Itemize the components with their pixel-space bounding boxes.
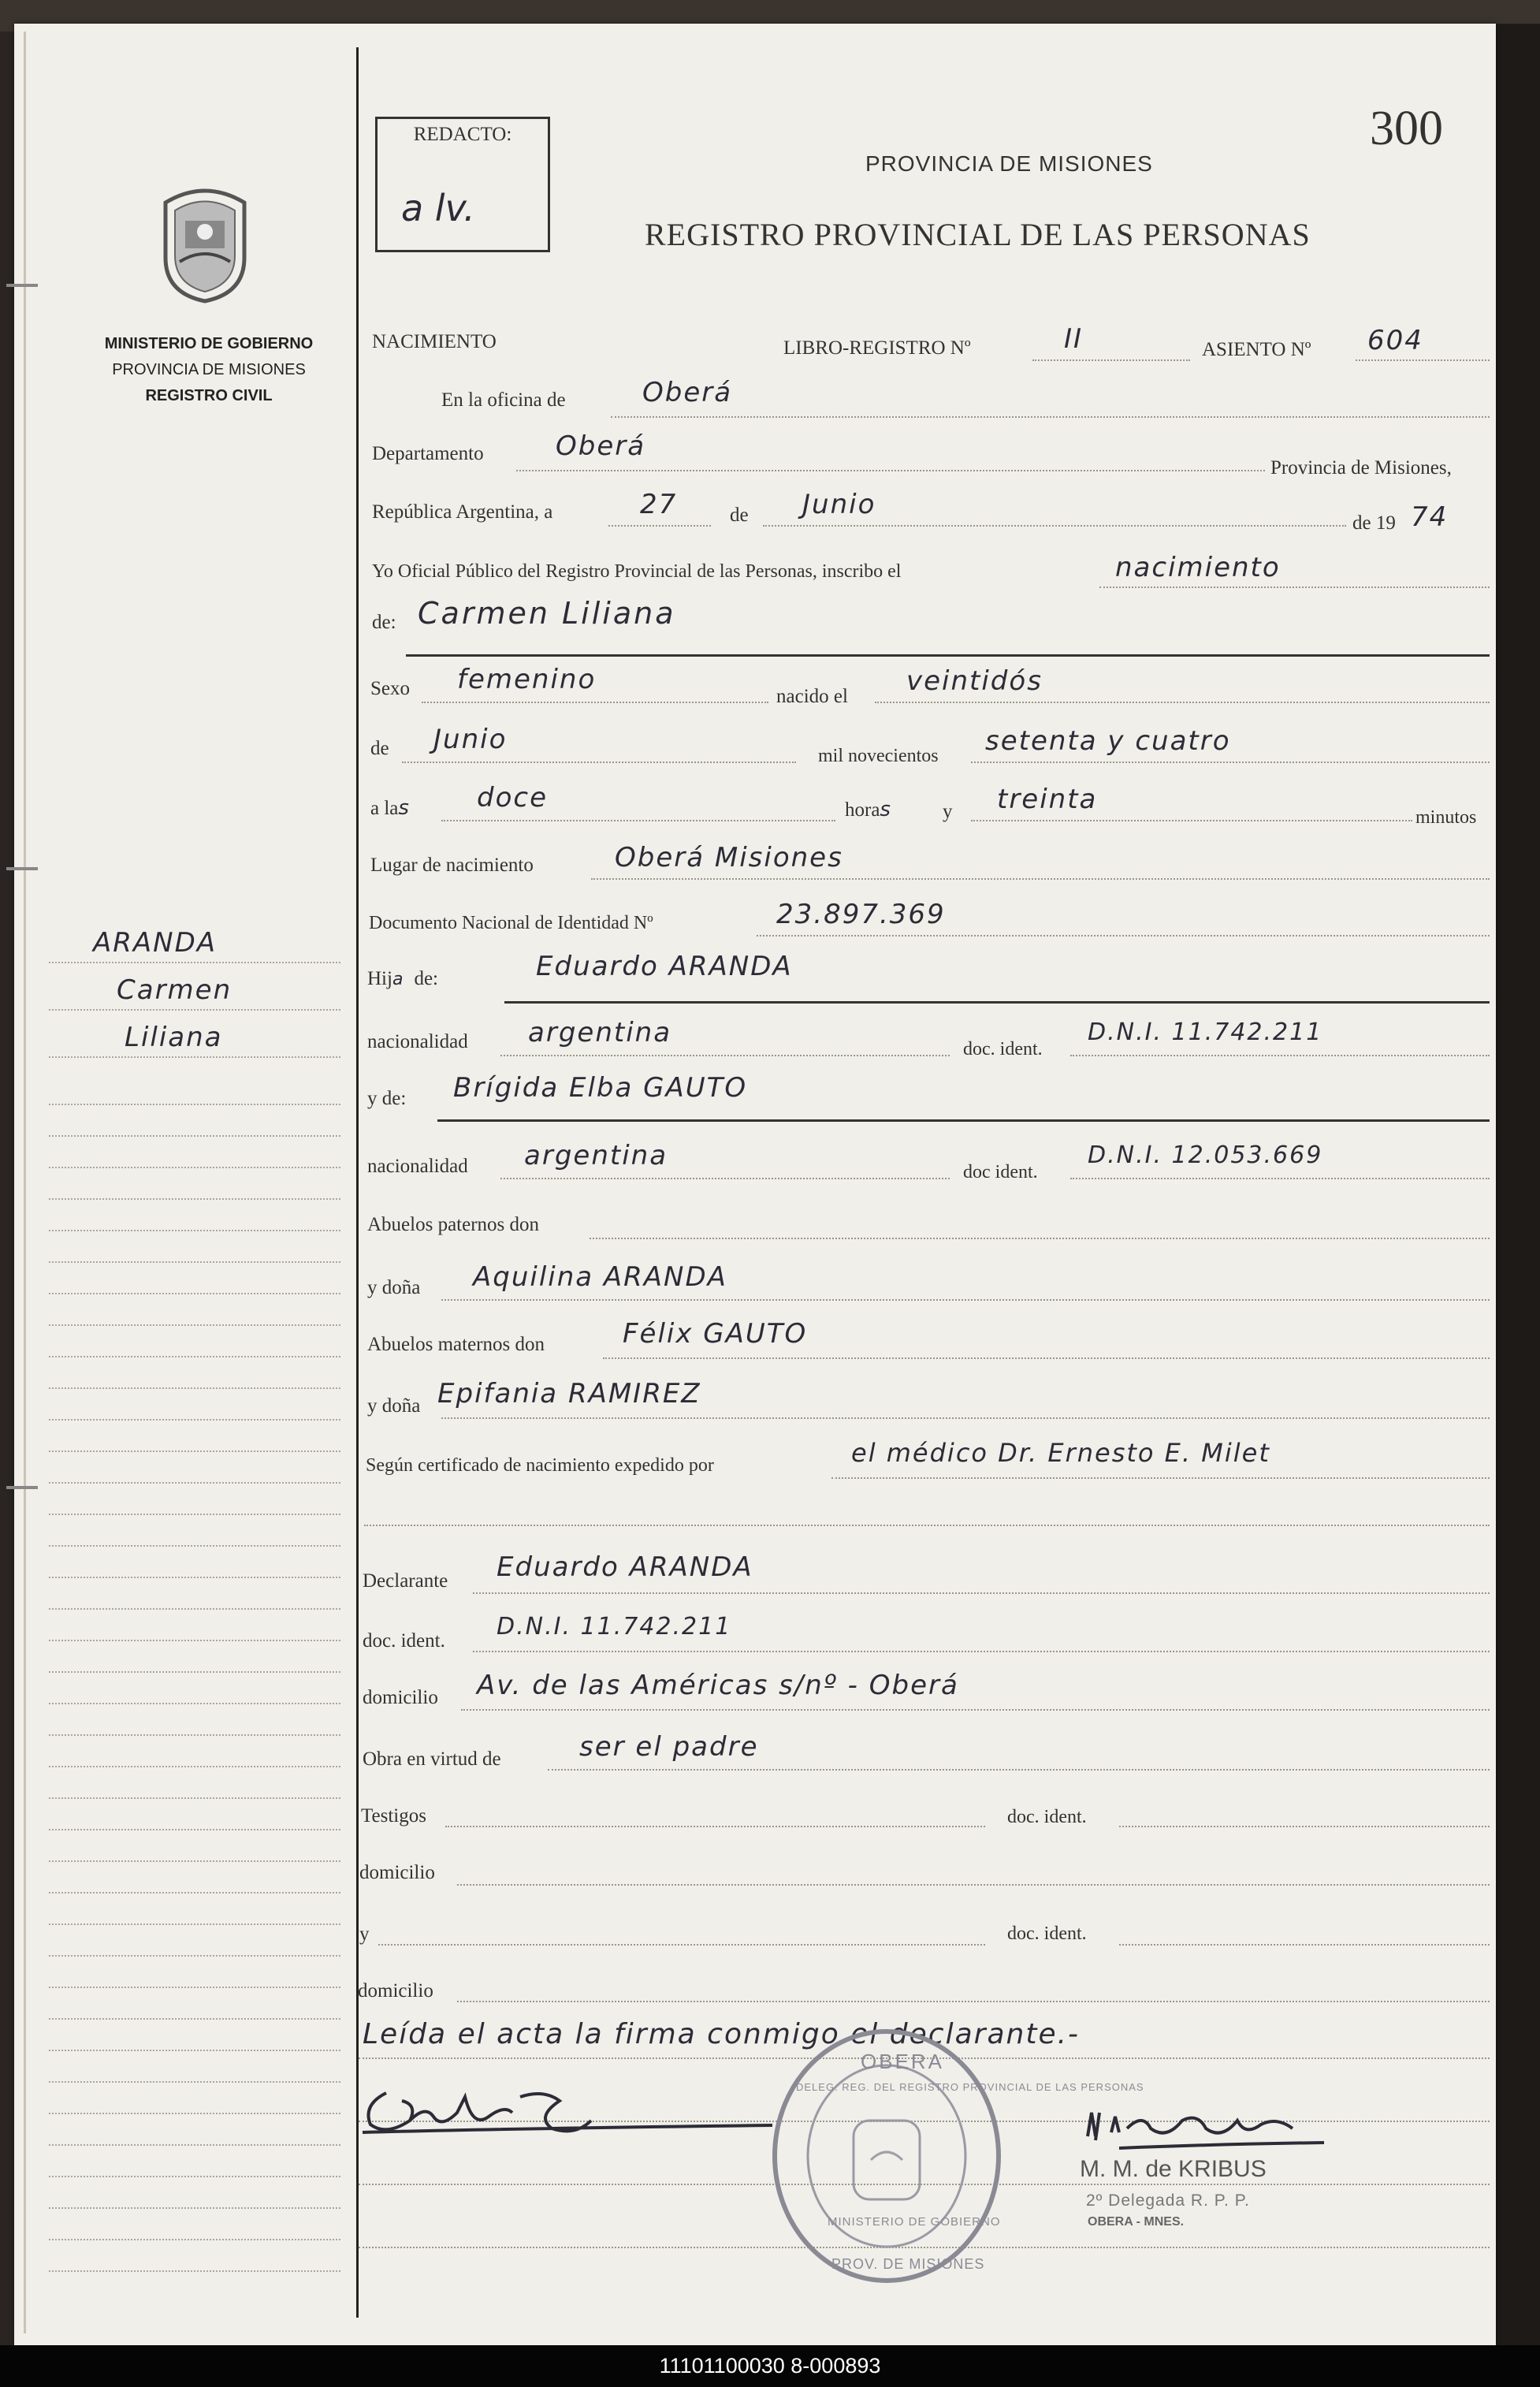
margin-rule	[49, 2144, 340, 2146]
seal-top-text: OBERA	[861, 2050, 945, 2073]
redacto-box	[375, 117, 550, 252]
dotted-rule	[441, 1417, 1490, 1419]
nacionalidad-1-label: nacionalidad	[367, 1031, 468, 1052]
margin-rule	[49, 1450, 340, 1452]
de3-label: de	[370, 738, 389, 759]
dotted-rule	[378, 1944, 985, 1946]
margin-rule	[49, 2207, 340, 2209]
seal-ring-text: DELEG. REG. DEL REGISTRO PROVINCIAL DE LAS PERSONAS	[796, 2081, 1144, 2093]
dotted-rule	[757, 935, 1490, 937]
asiento-value: 604	[1367, 325, 1423, 356]
de2-label: de:	[372, 612, 396, 633]
redacto-label: REDACTO:	[413, 124, 512, 145]
abuelos-maternos-label: Abuelos maternos don	[367, 1334, 545, 1355]
dni-value: 23.897.369	[776, 899, 946, 930]
lugar-label: Lugar de nacimiento	[370, 855, 534, 876]
margin-rule	[49, 2270, 340, 2272]
doc-declarante-label: doc. ident.	[363, 1630, 445, 1652]
ministry-line: MINISTERIO DE GOBIERNO	[104, 335, 314, 352]
margin-rule	[49, 1356, 340, 1357]
binding-stitch	[6, 1486, 38, 1489]
minutos-label: minutos	[1415, 807, 1477, 828]
column-divider	[356, 47, 359, 2318]
archive-code-bar	[0, 2345, 1540, 2387]
obra-label: Obra en virtud de	[363, 1748, 501, 1770]
ydona-2-label: y doña	[367, 1395, 421, 1417]
sexo-label: Sexo	[370, 678, 410, 699]
margin-rule	[49, 1009, 340, 1011]
margin-rule	[49, 1167, 340, 1168]
libro-label: LIBRO-REGISTRO Nº	[783, 337, 971, 359]
margin-rule	[49, 1419, 340, 1421]
dotted-rule	[1070, 1055, 1490, 1056]
abuelo-materno-value: Félix GAUTO	[623, 1318, 808, 1350]
mil-label: mil novecientos	[818, 746, 939, 766]
departamento-label: Departamento	[372, 443, 484, 464]
margin-rule	[49, 1545, 340, 1547]
margin-rule	[49, 1198, 340, 1200]
y-label: y	[943, 801, 953, 822]
margin-rule	[49, 1514, 340, 1515]
dotted-rule	[516, 470, 1265, 471]
horas-suffix: s	[880, 798, 892, 821]
margin-note-middlename: Liliana	[125, 1022, 223, 1053]
dotted-rule	[457, 1884, 1490, 1886]
lugar-value: Oberá Misiones	[615, 842, 843, 873]
dotted-rule	[875, 702, 1490, 703]
dotted-rule	[473, 1592, 1490, 1594]
official-signature	[1072, 2097, 1332, 2160]
margin-rule	[49, 2176, 340, 2177]
hij-label: Hij	[367, 968, 392, 989]
dotted-rule	[461, 1709, 1490, 1711]
hij-de-label: de:	[414, 968, 438, 989]
madre-value: Brígida Elba GAUTO	[453, 1072, 748, 1104]
nacionalidad-2-value: argentina	[524, 1140, 668, 1171]
margin-rule	[49, 1797, 340, 1799]
madre-rule	[437, 1119, 1490, 1122]
margin-rule	[49, 1987, 340, 1988]
certificado-label: Según certificado de nacimiento expedido por	[366, 1455, 714, 1476]
registry-heading: REGISTRO PROVINCIAL DE LAS PERSONAS	[645, 217, 1311, 252]
seal-bottom-text: PROV. DE MISIONES	[831, 2256, 985, 2272]
ministry-line: PROVINCIA DE MISIONES	[112, 361, 306, 378]
abuela-materna-value: Epifania RAMIREZ	[437, 1378, 701, 1409]
seal-inner-text: MINISTERIO DE GOBIERNO	[828, 2215, 1001, 2229]
dotted-rule	[1070, 1178, 1490, 1179]
margin-rule	[49, 1577, 340, 1578]
dotted-rule	[763, 525, 1346, 527]
dotted-rule	[831, 1477, 1490, 1479]
dotted-rule	[441, 1299, 1490, 1301]
dotted-rule	[608, 525, 711, 527]
dotted-rule	[611, 416, 1490, 418]
margin-rule	[49, 1104, 340, 1105]
dotted-rule	[1099, 587, 1490, 588]
name-value: Carmen Liliana	[418, 596, 676, 631]
archive-code: 11101100030 8-000893	[659, 2354, 881, 2378]
testigos-y-label: y	[359, 1923, 370, 1945]
redacto-initials: a lv.	[401, 187, 475, 229]
dotted-rule	[591, 878, 1490, 880]
nacionalidad-2-label: nacionalidad	[367, 1156, 468, 1177]
padre-rule	[504, 1001, 1490, 1004]
dotted-rule	[1119, 1826, 1490, 1827]
margin-rule	[49, 1261, 340, 1263]
scan-right-edge	[1496, 24, 1540, 2345]
margin-rule	[49, 1640, 340, 1641]
year-prefix: de 19	[1352, 512, 1396, 534]
doc-2-label: doc ident.	[963, 1162, 1038, 1182]
margin-note-surname: ARANDA	[93, 927, 218, 959]
margin-rule	[49, 1608, 340, 1610]
oficial-text: Yo Oficial Público del Registro Provincial de las Personas, inscribo el	[372, 561, 902, 582]
dotted-rule	[500, 1055, 950, 1056]
doc-declarante-value: D.N.I. 11.742.211	[497, 1613, 732, 1640]
dotted-rule	[445, 1826, 985, 1827]
margin-rule	[49, 1734, 340, 1736]
margin-rule	[49, 1923, 340, 1925]
province-heading: PROVINCIA DE MISIONES	[865, 151, 1153, 176]
margin-rule	[49, 1324, 340, 1326]
margin-rule	[49, 1955, 340, 1957]
hij-suffix: a	[392, 970, 405, 989]
margin-rule	[49, 2018, 340, 2020]
year-suffix: 74	[1411, 501, 1449, 533]
abuelos-paternos-label: Abuelos paternos don	[367, 1214, 540, 1235]
declarante-label: Declarante	[363, 1570, 448, 1592]
testigos-doc-label: doc. ident.	[1007, 1807, 1087, 1827]
doc-1-label: doc. ident.	[963, 1039, 1043, 1059]
margin-rule	[49, 1892, 340, 1894]
republica-label: República Argentina, a	[372, 501, 553, 523]
margin-rule	[49, 962, 340, 963]
dotted-rule	[603, 1357, 1490, 1359]
de-label: de	[730, 505, 749, 526]
dotted-rule	[364, 1525, 1490, 1526]
certificado-value: el médico Dr. Ernesto E. Milet	[851, 1438, 1270, 1468]
minutos-value: treinta	[997, 784, 1098, 815]
dotted-rule	[1119, 1944, 1490, 1946]
provincial-emblem-icon	[150, 183, 260, 305]
oficina-value: Oberá	[642, 377, 733, 408]
stamp-place: OBERA - MNES.	[1088, 2215, 1185, 2229]
anio-nacimiento-value: setenta y cuatro	[985, 725, 1231, 757]
margin-rule	[49, 1766, 340, 1767]
asiento-label: ASIENTO Nº	[1202, 339, 1311, 360]
margin-rule	[49, 1230, 340, 1231]
libro-value: II	[1064, 323, 1084, 355]
yde-label: y de:	[367, 1088, 407, 1109]
testigos-domicilio-label: domicilio	[359, 1862, 435, 1883]
nacido-value: veintidós	[906, 665, 1043, 697]
sexo-value: femenino	[457, 664, 597, 695]
name-rule	[406, 654, 1490, 657]
dni-label: Documento Nacional de Identidad Nº	[369, 913, 653, 933]
stamp-title: 2º Delegada R. P. P.	[1086, 2191, 1250, 2210]
testigos-domicilio-2-label: domicilio	[358, 1980, 433, 2002]
dotted-rule	[473, 1651, 1490, 1652]
day-value: 27	[640, 489, 678, 520]
padre-value: Eduardo ARANDA	[536, 951, 793, 982]
month-value: Junio	[802, 489, 876, 520]
dotted-rule	[971, 820, 1412, 821]
dotted-rule	[422, 702, 768, 703]
margin-rule	[49, 1860, 340, 1862]
ydona-1-label: y doña	[367, 1277, 421, 1298]
record-type-label: NACIMIENTO	[372, 331, 497, 352]
dotted-rule	[402, 762, 796, 763]
margin-rule	[49, 2050, 340, 2051]
margin-rule	[49, 1293, 340, 1294]
alas-label: a la	[370, 798, 399, 819]
margin-rule	[49, 1056, 340, 1058]
doc-1-value: D.N.I. 11.742.211	[1088, 1018, 1323, 1046]
ministry-block	[75, 331, 343, 409]
margin-rule	[49, 2239, 340, 2240]
ministry-line: REGISTRO CIVIL	[145, 387, 273, 404]
alas-suffix: s	[398, 796, 411, 820]
dotted-rule	[1032, 359, 1190, 361]
obra-value: ser el padre	[579, 1731, 759, 1763]
dotted-rule	[441, 820, 835, 821]
dotted-rule	[1356, 359, 1490, 361]
domicilio-label: domicilio	[363, 1687, 438, 1708]
dotted-rule	[971, 762, 1490, 763]
acto-value: nacimiento	[1115, 552, 1281, 583]
stamp-name: M. M. de KRIBUS	[1080, 2156, 1267, 2182]
provincia-label: Provincia de Misiones,	[1270, 457, 1452, 479]
oficina-label: En la oficina de	[441, 389, 566, 411]
domicilio-value: Av. de las Américas s/nº - Oberá	[477, 1670, 959, 1701]
declarant-signature	[355, 2073, 780, 2144]
nacido-label: nacido el	[776, 686, 848, 707]
page-number: 300	[1370, 102, 1443, 155]
testigos-label: Testigos	[361, 1805, 426, 1827]
departamento-value: Oberá	[556, 430, 646, 462]
margin-rule	[49, 1135, 340, 1137]
nacionalidad-1-value: argentina	[528, 1017, 672, 1048]
dotted-rule	[500, 1178, 950, 1179]
binding-stitch	[6, 284, 38, 287]
horas-label: hora	[845, 799, 880, 821]
binding-gutter	[24, 32, 26, 2333]
margin-rule	[49, 1387, 340, 1389]
abuela-paterna-value: Aquilina ARANDA	[473, 1261, 727, 1293]
doc-2-value: D.N.I. 12.053.669	[1088, 1141, 1323, 1169]
dotted-rule	[590, 1238, 1490, 1239]
closing-statement: Leída el acta la firma conmigo el declarante.-	[363, 2018, 1081, 2050]
margin-rule	[49, 1703, 340, 1704]
margin-rule	[49, 1671, 340, 1673]
hora-value: doce	[477, 782, 548, 814]
margin-note-firstname: Carmen	[117, 974, 232, 1006]
margin-rule	[49, 2081, 340, 2083]
binding-stitch	[6, 867, 38, 870]
mes-nacimiento-value: Junio	[433, 724, 508, 755]
dotted-rule	[457, 2001, 1490, 2002]
margin-rule	[49, 1829, 340, 1830]
margin-rule	[49, 1482, 340, 1484]
dotted-rule	[548, 1769, 1490, 1771]
margin-rule	[49, 2113, 340, 2114]
testigos-doc-2-label: doc. ident.	[1007, 1923, 1087, 1944]
declarante-value: Eduardo ARANDA	[497, 1551, 753, 1583]
